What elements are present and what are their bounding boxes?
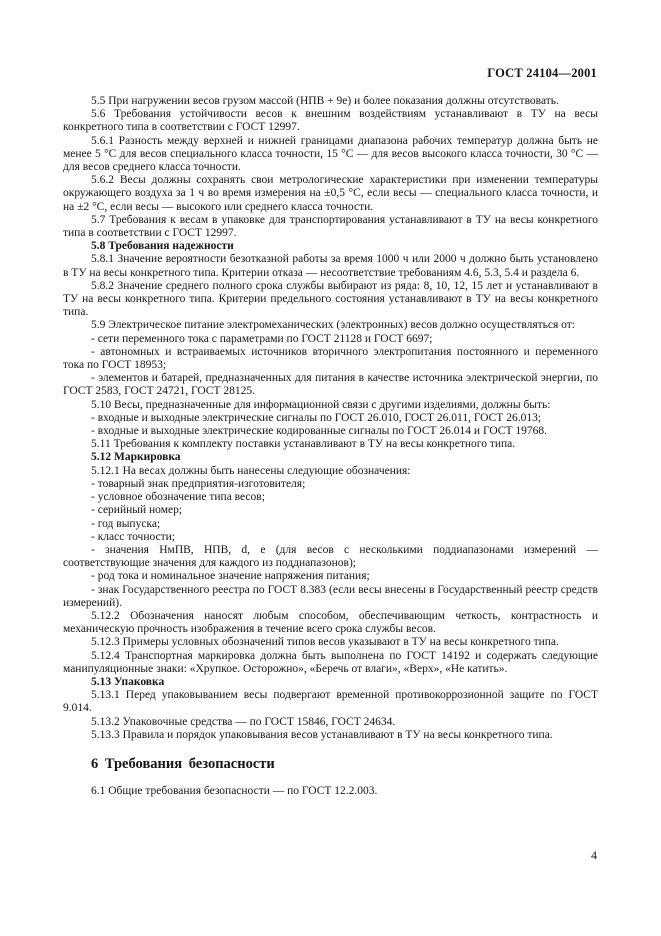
- paragraph: 6.1 Общие требования безопасности — по ГОСТ 12.2.003.: [91, 784, 378, 797]
- section-heading: 6 Требования безопасности: [91, 755, 275, 772]
- list-item: - условное обозначение типа весов;: [91, 491, 265, 504]
- paragraph: 5.8.2 Значение среднего полного срока службы выбирают из ряда: 8, 10, 12, 15 лет и устанавливают в ТУ на весы конкретного типа. Критерии предельного состояния устанавливают в ТУ на весы конкретного типа.: [63, 279, 598, 319]
- list-item: - серийный номер;: [91, 504, 183, 517]
- list-item: - входные и выходные электрические сигналы по ГОСТ 26.010, ГОСТ 26.011, ГОСТ 26.013;: [91, 411, 542, 424]
- document-body: [63, 95, 598, 798]
- list-item: - значения НмПВ, НПВ, d, e (для весов с несколькими поддиапазонами измерений — соответствующие значения для каждого из поддиапазонов);: [63, 543, 598, 570]
- document-code-header: ГОСТ 24104—2001: [487, 66, 597, 80]
- paragraph: 5.12.4 Транспортная маркировка должна быть выполнена по ГОСТ 14192 и содержать следующие манипуляционные знаки: «Хрупкое. Осторожно», «Беречь от влаги», «Верх», «Не катить».: [63, 649, 598, 675]
- paragraph: 5.12.2 Обозначения наносят любым способом, обеспечивающим четкость, контрастность и механическую прочность изображения в течение всего срока службы весов.: [63, 609, 598, 636]
- paragraph: 5.10 Весы, предназначенные для информационной связи с другими изделиями, должны быть:: [91, 398, 551, 411]
- paragraph: 5.5 При нагружении весов грузом массой (НПВ + 9e) и более показания должны отсутствовать.: [91, 95, 559, 107]
- paragraph: 5.7 Требования к весам в упаковке для транспортирования устанавливают в ТУ на весы конкретного типа в соответствии с ГОСТ 12997.: [63, 213, 598, 240]
- paragraph: 5.8.1 Значение вероятности безотказной работы за время 1000 ч или 2000 ч должно быть установлено в ТУ на весы конкретного типа. Критерии отказа — несоответствие требованиям 4.6, 5.3, 5.4 и раздела 6.: [63, 253, 598, 279]
- paragraph: 5.13.1 Перед упаковыванием весы подвергают временной противокоррозионной защите по ГОСТ 9.014.: [63, 689, 598, 715]
- paragraph: 5.11 Требования к комплекту поставки устанавливают в ТУ на весы конкретного типа.: [91, 438, 516, 451]
- subsection-heading: 5.8 Требования надежности: [91, 240, 234, 253]
- paragraph: 5.6.2 Весы должны сохранять свои метрологические характеристики при изменении температуры окружающего воздуха за 1 ч во время измерения на ±0,5 °С, если весы — специального класса точности, и на ±2 °С, если весы — высокого или среднего класса точности.: [63, 174, 598, 213]
- list-item: - год выпуска;: [91, 517, 161, 530]
- paragraph: 5.6 Требования устойчивости весов к внешним воздействиям устанавливают в ТУ на весы конкретного типа в соответствии с ГОСТ 12997.: [63, 108, 598, 134]
- list-item: - товарный знак предприятия-изготовителя;: [91, 477, 306, 490]
- page-number: 4: [591, 848, 597, 862]
- list-item: - автономных и встраиваемых источников вторичного электропитания постоянного и переменного тока по ГОСТ 18953;: [63, 345, 598, 372]
- paragraph: 5.12.3 Примеры условных обозначений типов весов указывают в ТУ на весы конкретного типа.: [91, 636, 559, 649]
- subsection-heading: 5.12 Маркировка: [91, 451, 181, 464]
- paragraph: 5.6.1 Разность между верхней и нижней границами диапазона рабочих температур должна быть не менее 5 °С для весов специального класса точности, 15 °С — для весов высокого класса точности, 30 °С — для весов среднего класса точности.: [63, 134, 598, 174]
- paragraph: 5.13.3 Правила и порядок упаковывания весов устанавливают в ТУ на весы конкретного типа.: [91, 728, 553, 741]
- list-item: - род тока и номинальное значение напряжения питания;: [91, 570, 370, 583]
- paragraph: 5.9 Электрическое питание электромеханических (электронных) весов должно осуществляться от:: [91, 319, 575, 332]
- list-item: - входные и выходные электрические кодированные сигналы по ГОСТ 26.014 и ГОСТ 19768.: [91, 425, 547, 438]
- paragraph: 5.13.2 Упаковочные средства — по ГОСТ 15846, ГОСТ 24634.: [91, 715, 396, 728]
- list-item: - элементов и батарей, предназначенных для питания в качестве источника электрической энергии, по ГОСТ 2583, ГОСТ 24721, ГОСТ 28125.: [63, 372, 598, 398]
- subsection-heading: 5.13 Упаковка: [91, 675, 165, 688]
- paragraph: 5.12.1 На весах должны быть нанесены следующие обозначения:: [91, 464, 411, 477]
- list-item: - сети переменного тока с параметрами по ГОСТ 21128 и ГОСТ 6697;: [91, 332, 433, 345]
- list-item: - знак Государственного реестра по ГОСТ 8.383 (если весы внесены в Государственный реестр средств измерений).: [63, 583, 598, 609]
- list-item: - класс точности;: [91, 530, 175, 543]
